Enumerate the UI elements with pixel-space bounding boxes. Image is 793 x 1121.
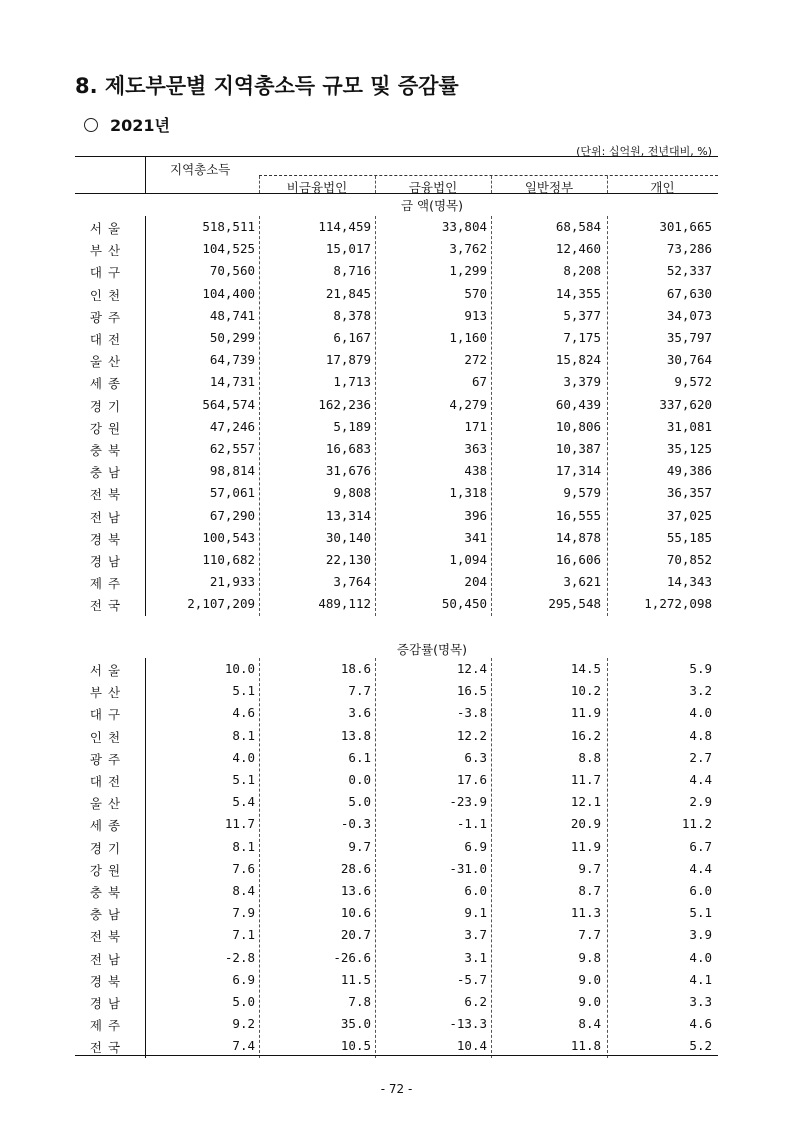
table-row <box>75 305 718 327</box>
table-cell: 5.4 <box>232 794 255 810</box>
subtitle <box>84 113 170 136</box>
table-cell: 12,460 <box>555 241 601 257</box>
table-cell: 4.0 <box>689 949 712 965</box>
region-name: 전국 <box>89 598 127 614</box>
table-row <box>75 902 718 924</box>
table-cell: 295,548 <box>548 596 601 612</box>
table-cell: 67,630 <box>666 285 712 301</box>
table-cell: 17.6 <box>456 772 487 787</box>
table-row <box>75 880 718 902</box>
table-cell: 301,665 <box>659 219 712 234</box>
table-cell: 6.9 <box>232 971 255 987</box>
table-cell: 20.9 <box>570 816 601 832</box>
table-cell: 67 <box>471 374 487 390</box>
table-cell: 1,160 <box>449 330 487 345</box>
region-name: 경기 <box>89 840 127 856</box>
table-cell: 5.0 <box>348 794 371 810</box>
table-row <box>75 482 718 504</box>
table-cell: 48,741 <box>209 307 255 323</box>
table-cell: 3.2 <box>689 683 712 699</box>
table-cell: 10.0 <box>224 661 255 676</box>
table-cell: 5.2 <box>689 1038 712 1054</box>
table-cell: 11.9 <box>570 838 601 854</box>
table-cell: 4.6 <box>232 705 255 721</box>
table-cell: 68,584 <box>555 219 601 234</box>
table-cell: 6.1 <box>348 749 371 765</box>
table-cell: 6.0 <box>689 883 712 898</box>
table-cell: 9.7 <box>578 860 601 876</box>
table-cell: 1,713 <box>333 374 371 390</box>
table-cell: 3.6 <box>348 705 371 721</box>
table-cell: 4.8 <box>689 727 712 743</box>
table-cell: 57,061 <box>209 485 255 501</box>
header-government: 일반정부 <box>524 180 574 195</box>
table-cell: 50,299 <box>209 330 255 345</box>
region-name: 경기 <box>89 398 127 414</box>
table-cell: 7.8 <box>348 994 371 1009</box>
table-row <box>75 858 718 880</box>
table-cell: 11.8 <box>570 1038 601 1054</box>
region-name: 전남 <box>89 951 127 967</box>
table-cell: 31,081 <box>666 418 712 434</box>
section-label-growth: 증감률(명목) <box>396 642 468 657</box>
table-cell: 7.1 <box>232 927 255 943</box>
table-cell: 50,450 <box>441 596 487 612</box>
table-cell: 3.9 <box>689 927 712 943</box>
table-cell: -3.8 <box>456 705 487 721</box>
table-row <box>75 238 718 260</box>
region-name: 부산 <box>89 243 127 259</box>
table-cell: 12.1 <box>570 794 601 810</box>
table-row <box>75 527 718 549</box>
table-row <box>75 658 718 680</box>
table-cell: -31.0 <box>449 860 487 876</box>
region-name: 서울 <box>89 663 127 678</box>
table-row <box>75 349 718 371</box>
table-cell: 22,130 <box>325 552 371 567</box>
table-cell: 9.7 <box>348 838 371 854</box>
table-top-rule <box>75 156 718 157</box>
table-cell: -1.1 <box>456 816 487 832</box>
table-cell: 5.1 <box>689 905 712 921</box>
table-cell: 9.8 <box>578 949 601 965</box>
table-cell: 52,337 <box>666 263 712 279</box>
table-cell: 4.4 <box>689 772 712 787</box>
table-cell: 16,606 <box>555 552 601 567</box>
table-cell: 337,620 <box>659 396 712 412</box>
region-name: 대전 <box>89 332 127 347</box>
region-name: 경북 <box>89 973 127 989</box>
table-cell: 62,557 <box>209 441 255 456</box>
table-cell: 5,189 <box>333 418 371 434</box>
table-cell: 9,808 <box>333 485 371 501</box>
table-row <box>75 791 718 813</box>
table-cell: 16,683 <box>325 441 371 456</box>
table-row <box>75 505 718 527</box>
region-name: 전국 <box>89 1040 127 1056</box>
table-cell: 7.6 <box>232 860 255 876</box>
region-name: 광주 <box>89 309 127 325</box>
table-cell: 171 <box>464 418 487 434</box>
region-name: 서울 <box>89 221 127 236</box>
table-cell: 11.7 <box>224 816 255 832</box>
table-cell: 14,878 <box>555 529 601 545</box>
table-cell: 913 <box>464 307 487 323</box>
table-cell: 8,716 <box>333 263 371 279</box>
table-cell: 3.3 <box>689 994 712 1009</box>
table-cell: 35,125 <box>666 441 712 456</box>
table-cell: 5,377 <box>563 307 601 323</box>
table-cell: 4.4 <box>689 860 712 876</box>
header-col-divider <box>259 176 260 193</box>
table-cell: 13,314 <box>325 507 371 523</box>
table-row <box>75 371 718 393</box>
table-cell: 9.0 <box>578 971 601 987</box>
region-name: 강원 <box>89 862 127 878</box>
table-cell: 5.1 <box>232 683 255 699</box>
header-individual: 개인 <box>650 180 675 195</box>
table-cell: 6.9 <box>464 838 487 854</box>
region-name: 광주 <box>89 751 127 767</box>
table-cell: 110,682 <box>202 552 255 567</box>
table-cell: 100,543 <box>202 529 255 545</box>
table-row <box>75 283 718 305</box>
table-cell: 7.7 <box>578 927 601 943</box>
table-row <box>75 680 718 702</box>
table-cell: 5.0 <box>232 994 255 1009</box>
table-cell: 9.2 <box>232 1016 255 1032</box>
table-cell: 10.5 <box>340 1038 371 1054</box>
table-row <box>75 438 718 460</box>
table-row <box>75 702 718 724</box>
table-cell: 5.1 <box>232 772 255 787</box>
table-cell: 162,236 <box>318 396 371 412</box>
table-cell: 7.9 <box>232 905 255 921</box>
header-financial: 금융법인 <box>408 180 458 195</box>
region-name: 충북 <box>89 443 127 458</box>
table-row <box>75 327 718 349</box>
table-cell: 35.0 <box>340 1016 371 1032</box>
table-cell: 11.7 <box>570 772 601 787</box>
table-cell: 10,387 <box>555 441 601 456</box>
table-cell: 2,107,209 <box>187 596 255 612</box>
table-row <box>75 747 718 769</box>
table-row <box>75 969 718 991</box>
table-cell: 363 <box>464 441 487 456</box>
table-cell: 17,879 <box>325 352 371 368</box>
table-row <box>75 836 718 858</box>
table-row <box>75 394 718 416</box>
table-cell: 10,806 <box>555 418 601 434</box>
table-cell: 13.6 <box>340 883 371 898</box>
region-name: 제주 <box>89 576 127 592</box>
table-row <box>75 593 718 615</box>
table-cell: 6.2 <box>464 994 487 1009</box>
region-name: 울산 <box>89 354 127 370</box>
table-cell: 11.5 <box>340 971 371 987</box>
table-row <box>75 813 718 835</box>
region-name: 강원 <box>89 420 127 436</box>
table-cell: 15,824 <box>555 352 601 368</box>
header-col-divider <box>607 176 608 193</box>
table-cell: 11.2 <box>681 816 712 832</box>
table-row <box>75 260 718 282</box>
table-cell: 35,797 <box>666 330 712 345</box>
region-name: 충북 <box>89 885 127 900</box>
header-total: 지역총소득 <box>170 162 231 177</box>
table-cell: 16.5 <box>456 683 487 699</box>
table-cell: 14.5 <box>570 661 601 676</box>
table-cell: 1,318 <box>449 485 487 501</box>
table-cell: 15,017 <box>325 241 371 257</box>
table-row <box>75 769 718 791</box>
unit-note: (단위: 십억원, 전년대비, %) <box>576 145 712 158</box>
region-name: 경북 <box>89 531 127 547</box>
table-cell: 16.2 <box>570 727 601 743</box>
region-name: 대구 <box>89 265 127 281</box>
table-cell: 11.9 <box>570 705 601 721</box>
table-cell: 8,208 <box>563 263 601 279</box>
table-row <box>75 991 718 1013</box>
region-name: 충남 <box>89 465 127 481</box>
table-cell: -2.8 <box>224 949 255 965</box>
table-cell: 21,933 <box>209 574 255 590</box>
table-cell: 34,073 <box>666 307 712 323</box>
table-cell: 8.4 <box>232 883 255 898</box>
table-cell: 14,731 <box>209 374 255 390</box>
table-cell: 3,379 <box>563 374 601 390</box>
table-cell: 18.6 <box>340 661 371 676</box>
table-cell: 8.8 <box>578 749 601 765</box>
table-cell: 1,272,098 <box>644 596 712 612</box>
table-row <box>75 416 718 438</box>
table-cell: 3.1 <box>464 949 487 965</box>
region-name: 세종 <box>89 818 127 834</box>
table-cell: -26.6 <box>333 949 371 965</box>
table-cell: 73,286 <box>666 241 712 257</box>
table-cell: 12.4 <box>456 661 487 676</box>
region-name: 울산 <box>89 796 127 812</box>
table-cell: 12.2 <box>456 727 487 743</box>
table-cell: 11.3 <box>570 905 601 921</box>
table-cell: 70,560 <box>209 263 255 279</box>
region-name: 인천 <box>89 287 127 303</box>
table-cell: 55,185 <box>666 529 712 545</box>
table-cell: 21,845 <box>325 285 371 301</box>
table-cell: 341 <box>464 529 487 545</box>
table-cell: 10.4 <box>456 1038 487 1054</box>
table-cell: 20.7 <box>340 927 371 943</box>
region-name: 경남 <box>89 554 127 569</box>
table-cell: 64,739 <box>209 352 255 368</box>
circle-bullet-icon <box>84 118 98 132</box>
table-cell: 489,112 <box>318 596 371 612</box>
table-cell: 10.2 <box>570 683 601 699</box>
table-row <box>75 947 718 969</box>
header-col-divider <box>375 176 376 193</box>
table-cell: 4,279 <box>449 396 487 412</box>
table-row <box>75 1013 718 1035</box>
table-cell: -0.3 <box>340 816 371 832</box>
table-cell: 8,378 <box>333 307 371 323</box>
table-cell: 7.7 <box>348 683 371 699</box>
region-name: 대구 <box>89 707 127 723</box>
table-cell: 8.4 <box>578 1016 601 1032</box>
table-cell: 4.0 <box>689 705 712 721</box>
table-cell: 4.1 <box>689 971 712 987</box>
table-cell: 4.0 <box>232 749 255 765</box>
table-cell: 67,290 <box>209 507 255 523</box>
table-cell: 6.7 <box>689 838 712 854</box>
table-cell: 3,764 <box>333 574 371 590</box>
table-cell: 272 <box>464 352 487 368</box>
table-cell: 47,246 <box>209 418 255 434</box>
table-cell: 98,814 <box>209 463 255 479</box>
region-name: 인천 <box>89 729 127 745</box>
table-cell: 564,574 <box>202 396 255 412</box>
table-cell: 2.9 <box>689 794 712 810</box>
table-row <box>75 571 718 593</box>
table-cell: -13.3 <box>449 1016 487 1032</box>
table-cell: 8.1 <box>232 838 255 854</box>
table-cell: 396 <box>464 507 487 523</box>
page-title: 8. 제도부문별 지역총소득 규모 및 증감률 <box>75 74 459 98</box>
table-cell: 33,804 <box>441 219 487 234</box>
table-cell: 30,140 <box>325 529 371 545</box>
table-cell: 7,175 <box>563 330 601 345</box>
table-cell: 8.1 <box>232 727 255 743</box>
table-cell: 5.9 <box>689 661 712 676</box>
table-cell: 14,355 <box>555 285 601 301</box>
region-name: 세종 <box>89 376 127 392</box>
table-cell: 28.6 <box>340 860 371 876</box>
subtitle-text: 2021년 <box>110 116 170 135</box>
table-cell: 70,852 <box>666 552 712 567</box>
table-cell: 438 <box>464 463 487 479</box>
table-cell: -5.7 <box>456 971 487 987</box>
region-name: 충남 <box>89 907 127 923</box>
table-cell: 16,555 <box>555 507 601 523</box>
table-cell: 6.3 <box>464 749 487 765</box>
table-cell: 6,167 <box>333 330 371 345</box>
table-cell: 9,579 <box>563 485 601 501</box>
header-col-divider <box>491 176 492 193</box>
table-cell: 36,357 <box>666 485 712 501</box>
table-row <box>75 549 718 571</box>
table-cell: 104,400 <box>202 285 255 301</box>
table-cell: 1,299 <box>449 263 487 279</box>
table-cell: 114,459 <box>318 219 371 234</box>
region-name: 전남 <box>89 509 127 525</box>
table-cell: 1,094 <box>449 552 487 567</box>
table-cell: 17,314 <box>555 463 601 479</box>
table-cell: 8.7 <box>578 883 601 898</box>
table-cell: 204 <box>464 574 487 590</box>
table-cell: 9.1 <box>464 905 487 921</box>
region-name: 제주 <box>89 1018 127 1034</box>
section-label-amount: 금 액(명목) <box>400 198 464 213</box>
table-cell: 9.0 <box>578 994 601 1009</box>
table-cell: 4.6 <box>689 1016 712 1032</box>
table-cell: 10.6 <box>340 905 371 921</box>
table-cell: 3,762 <box>449 241 487 257</box>
table-cell: 60,439 <box>555 396 601 412</box>
region-name: 부산 <box>89 685 127 701</box>
table-cell: 3.7 <box>464 927 487 943</box>
region-name: 전북 <box>89 929 127 945</box>
page-number: - 72 - <box>380 1082 413 1096</box>
table-cell: 7.4 <box>232 1038 255 1054</box>
table-row <box>75 725 718 747</box>
table-cell: 518,511 <box>202 219 255 234</box>
table-cell: 104,525 <box>202 241 255 257</box>
table-cell: 570 <box>464 285 487 301</box>
table-cell: 30,764 <box>666 352 712 368</box>
region-name: 대전 <box>89 774 127 789</box>
table-cell: 49,386 <box>666 463 712 479</box>
region-name: 경남 <box>89 996 127 1011</box>
table-cell: 2.7 <box>689 749 712 765</box>
table-cell: -23.9 <box>449 794 487 810</box>
table-cell: 3,621 <box>563 574 601 590</box>
table-cell: 0.0 <box>348 772 371 787</box>
table-cell: 31,676 <box>325 463 371 479</box>
header-dashed-rule <box>259 175 718 176</box>
table-cell: 37,025 <box>666 507 712 523</box>
region-name: 전북 <box>89 487 127 503</box>
table-row <box>75 924 718 946</box>
table-row <box>75 460 718 482</box>
table-row <box>75 216 718 238</box>
table-bottom-rule <box>75 1055 718 1056</box>
table-cell: 14,343 <box>666 574 712 590</box>
table-cell: 9,572 <box>674 374 712 390</box>
table-cell: 13.8 <box>340 727 371 743</box>
table-cell: 6.0 <box>464 883 487 898</box>
header-nonfinancial: 비금융법인 <box>286 180 348 195</box>
